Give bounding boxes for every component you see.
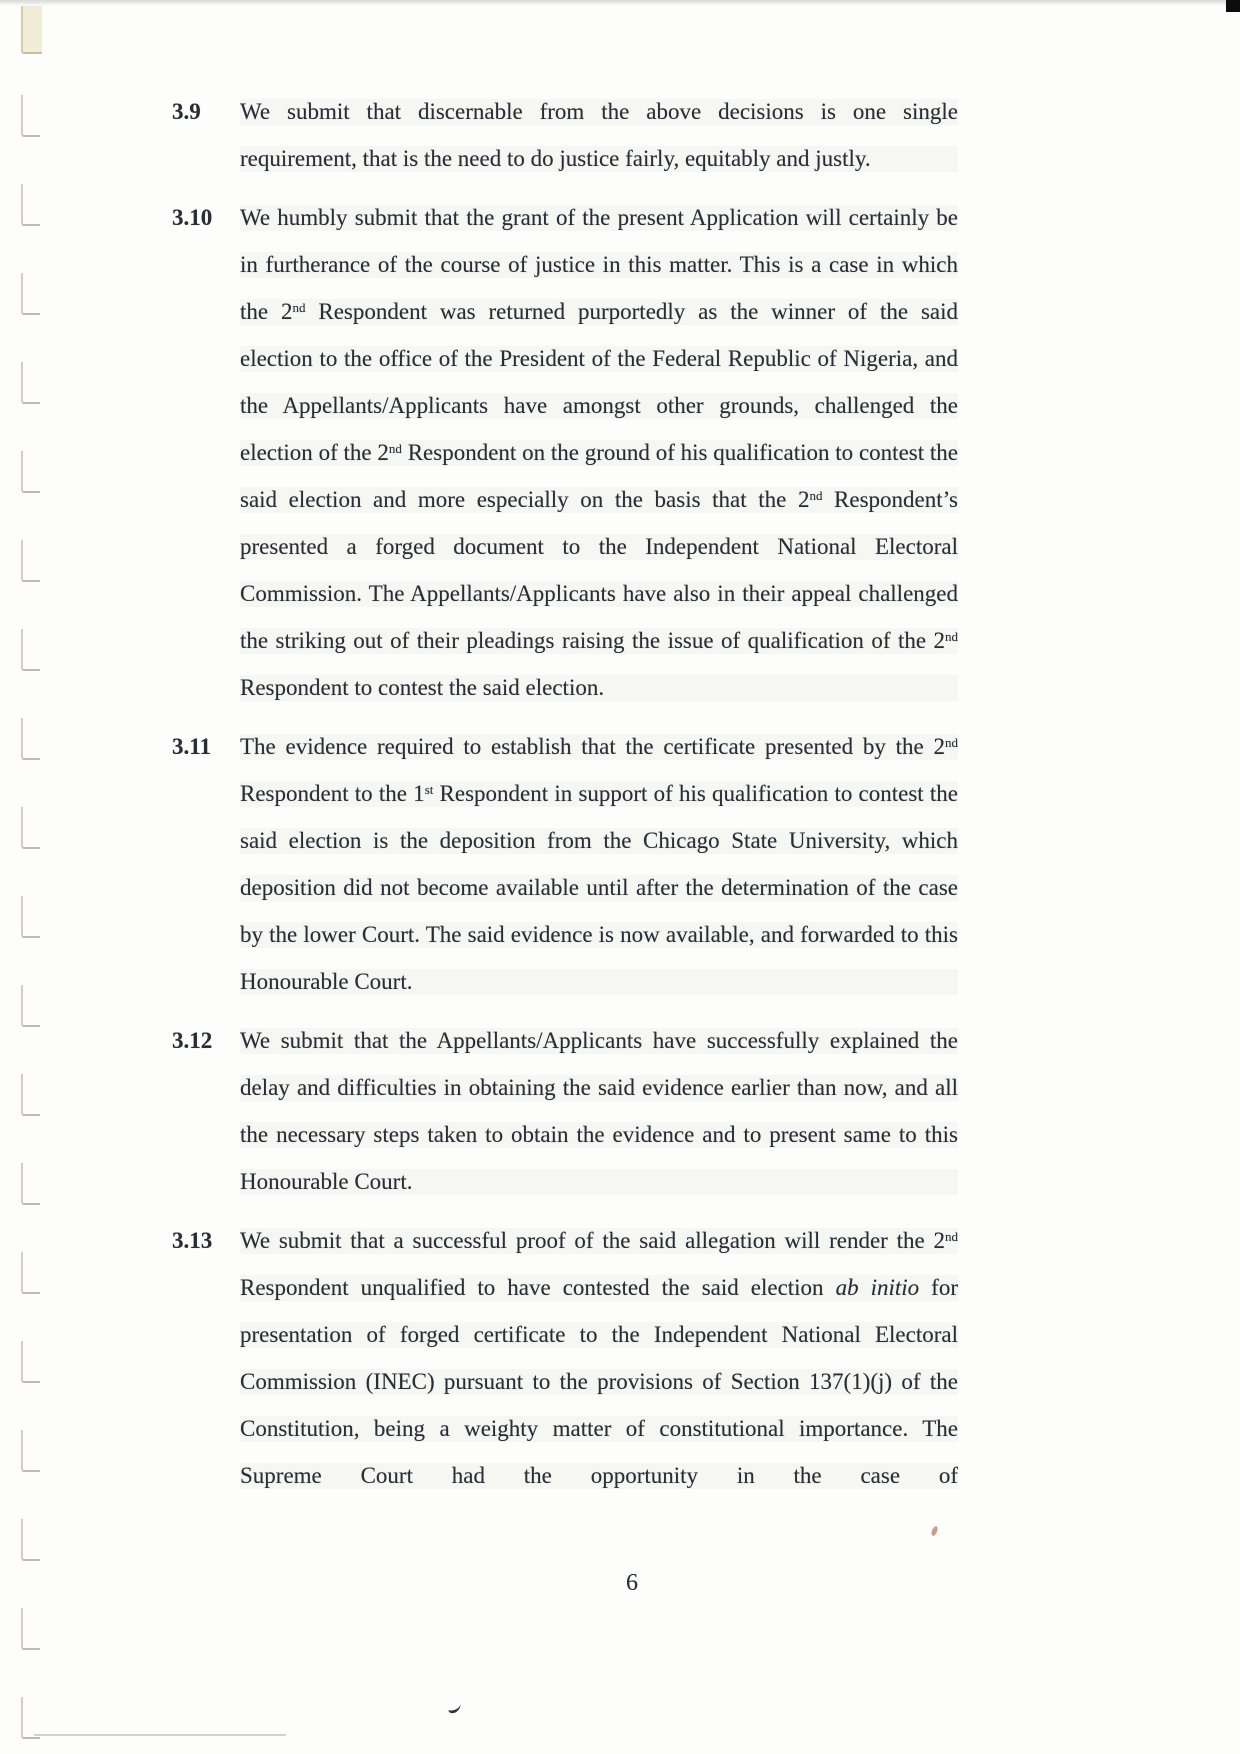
binding-mark: [21, 807, 40, 849]
binding-mark: [21, 629, 40, 671]
binding-mark: [21, 95, 40, 137]
orange-speck-mark: [931, 1525, 939, 1536]
paragraph-number: 3.11: [172, 734, 211, 759]
paragraph: [172, 1217, 972, 1499]
scan-top-edge: [0, 0, 1240, 6]
pen-squiggle-mark: [447, 1702, 461, 1714]
scan-corner-artifact: [1226, 0, 1240, 12]
binding-mark: [21, 985, 40, 1027]
binding-mark: [21, 1074, 40, 1116]
binding-mark: [21, 6, 42, 54]
binding-mark: [21, 1430, 40, 1472]
binding-mark: [21, 1163, 40, 1205]
binding-mark: [21, 1341, 40, 1383]
binding-mark: [21, 1519, 40, 1561]
paragraph: [172, 88, 972, 182]
paragraph: [172, 1017, 972, 1205]
paragraph-text: We submit that a successful proof of the said allegation will render the 2nd Respondent unqualified to have contested the said election ab initio for presentation of forged certificate to the Independent National Electoral Commission (INEC) pursuant to the provisions of Section 137(1)(j) of the Constitution, being a weighty matter of constitutional importance. The Supreme Court had the opportunity in the case of: [240, 1217, 958, 1499]
paragraph-number: 3.10: [172, 205, 213, 230]
paragraph-text: We submit that the Appellants/Applicants have successfully explained the delay and difficulties in obtaining the said evidence earlier than now, and all the necessary steps taken to obtain the evidence and to present same to this Honourable Court.: [240, 1017, 958, 1205]
binding-mark: [21, 896, 40, 938]
paragraph: [172, 194, 972, 711]
binding-mark: [21, 184, 40, 226]
binding-mark: [21, 718, 40, 760]
binding-mark: [21, 451, 40, 493]
paragraph-number: 3.13: [172, 1228, 213, 1253]
scan-bottom-streak: [34, 1734, 286, 1736]
binding-mark: [21, 273, 40, 315]
binding-mark: [21, 540, 40, 582]
paragraph-text: The evidence required to establish that the certificate presented by the 2nd Respondent to the 1st Respondent in support of his qualification to contest the said election is the deposition from the Chicago State University, which deposition did not become available until after the determination of the case by the lower Court. The said evidence is now available, and forwarded to this Honourable Court.: [240, 723, 958, 1005]
paragraph: [172, 723, 972, 1005]
paragraph-text: We submit that discernable from the above decisions is one single requirement, that is the need to do justice fairly, equitably and justly.: [240, 88, 958, 182]
paragraph-number: 3.9: [172, 99, 201, 124]
page-number: 6: [626, 1570, 638, 1596]
paragraph-number: 3.12: [172, 1028, 213, 1053]
binding-mark: [21, 1608, 40, 1650]
binding-mark: [21, 1252, 40, 1294]
paragraph-list: [172, 88, 972, 1511]
binding-mark: [21, 362, 40, 404]
paragraph-text: We humbly submit that the grant of the present Application will certainly be in furtherance of the course of justice in this matter. This is a case in which the 2nd Respondent was returned purportedly as the winner of the said election to the office of the President of the Federal Republic of Nigeria, and the Appellants/Applicants have amongst other grounds, challenged the election of the 2nd Respondent on the ground of his qualification to contest the said election and more especially on the basis that the 2nd Respondent’s presented a forged document to the Independent National Electoral Commission. The Appellants/Applicants have also in their appeal challenged the striking out of their pleadings raising the issue of qualification of the 2nd Respondent to contest the said election.: [240, 194, 958, 711]
binding-mark: [21, 1697, 40, 1739]
